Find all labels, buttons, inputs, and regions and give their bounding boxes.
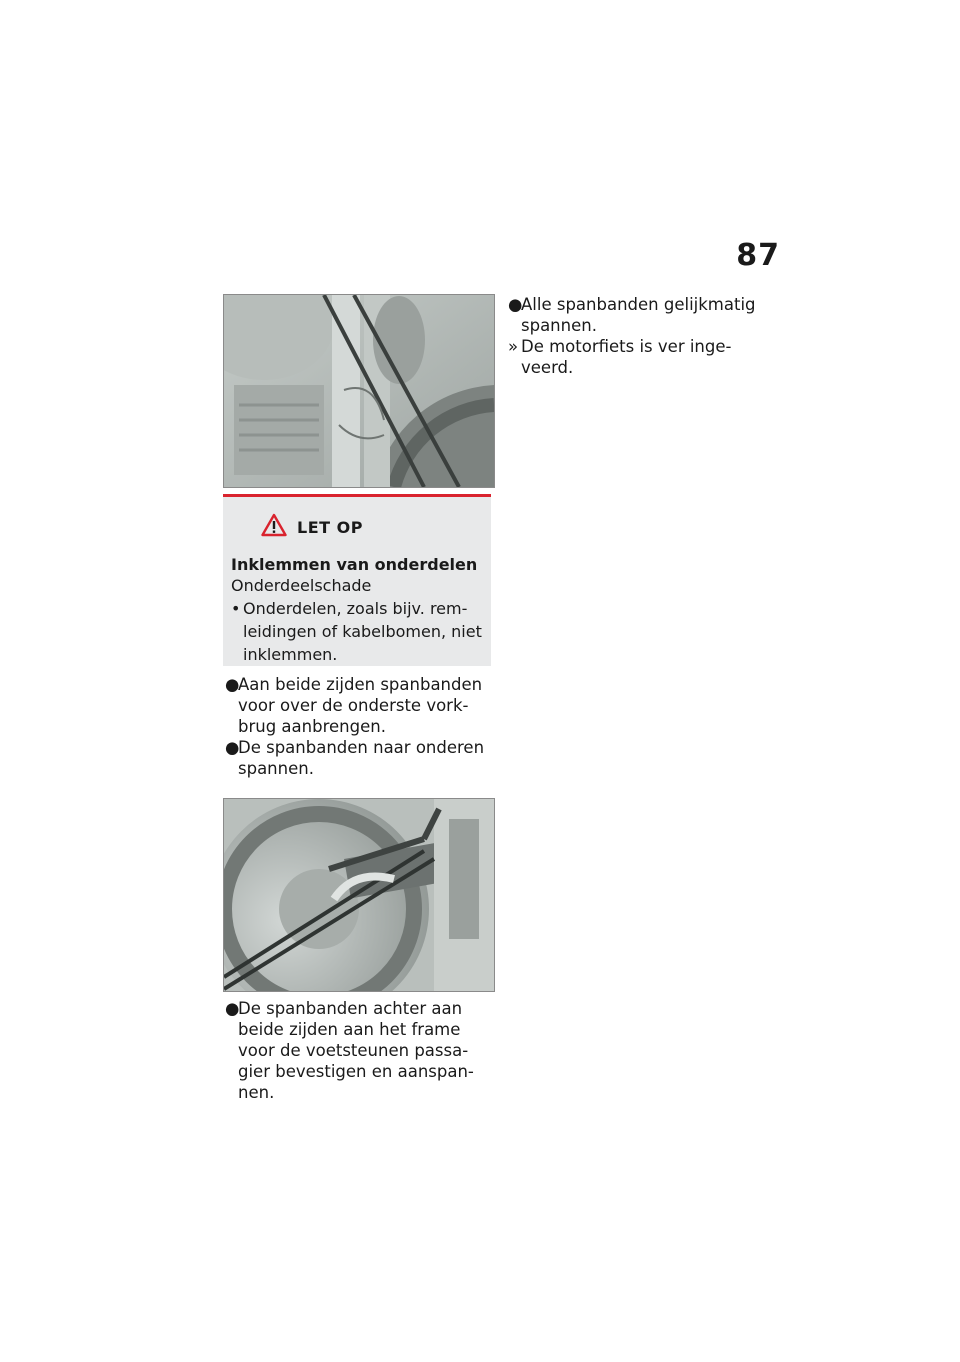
result-arrow-icon: » — [508, 337, 519, 356]
steps-group-2 — [225, 998, 493, 1103]
rear-frame-photo — [223, 798, 495, 992]
list-item — [508, 294, 770, 336]
front-fork-photo — [223, 294, 495, 488]
step-text: Aan beide zijden spanbanden voor over de onderste vork-brug aanbrengen. — [238, 675, 483, 736]
list-item — [225, 674, 493, 737]
bullet-dot-icon: ● — [508, 295, 523, 314]
result-item — [508, 336, 770, 378]
step-text: De spanbanden achter aan beide zijden aan het frame voor de voetsteunen passa-gier bevestigen en aanspan-nen. — [238, 999, 474, 1102]
bullet-dot-icon: ● — [225, 675, 240, 694]
warning-box — [223, 494, 491, 666]
warning-subtitle: Onderdeelschade — [231, 576, 372, 595]
bullet-dot-icon: ● — [225, 738, 240, 757]
step-text: Alle spanbanden gelijkmatig spannen. — [521, 295, 756, 335]
list-item — [225, 737, 493, 779]
warning-label: LET OP — [297, 517, 363, 537]
list-item — [225, 998, 493, 1103]
warning-item-text: Onderdelen, zoals bijv. rem-leidingen of kabelbomen, niet inklemmen. — [243, 599, 482, 664]
bullet-dot-icon: • — [231, 599, 241, 618]
warning-title: Inklemmen van onderdelen — [231, 555, 478, 574]
result-text: De motorfiets is ver inge-veerd. — [521, 337, 732, 377]
page-number: 87 — [736, 238, 780, 273]
warning-header — [261, 513, 483, 541]
steps-group-1 — [225, 674, 493, 779]
bullet-dot-icon: ● — [225, 999, 240, 1018]
step-text: De spanbanden naar onderen spannen. — [238, 738, 485, 778]
warning-item — [231, 597, 483, 666]
right-column — [508, 294, 770, 378]
warning-triangle-icon — [261, 513, 287, 541]
